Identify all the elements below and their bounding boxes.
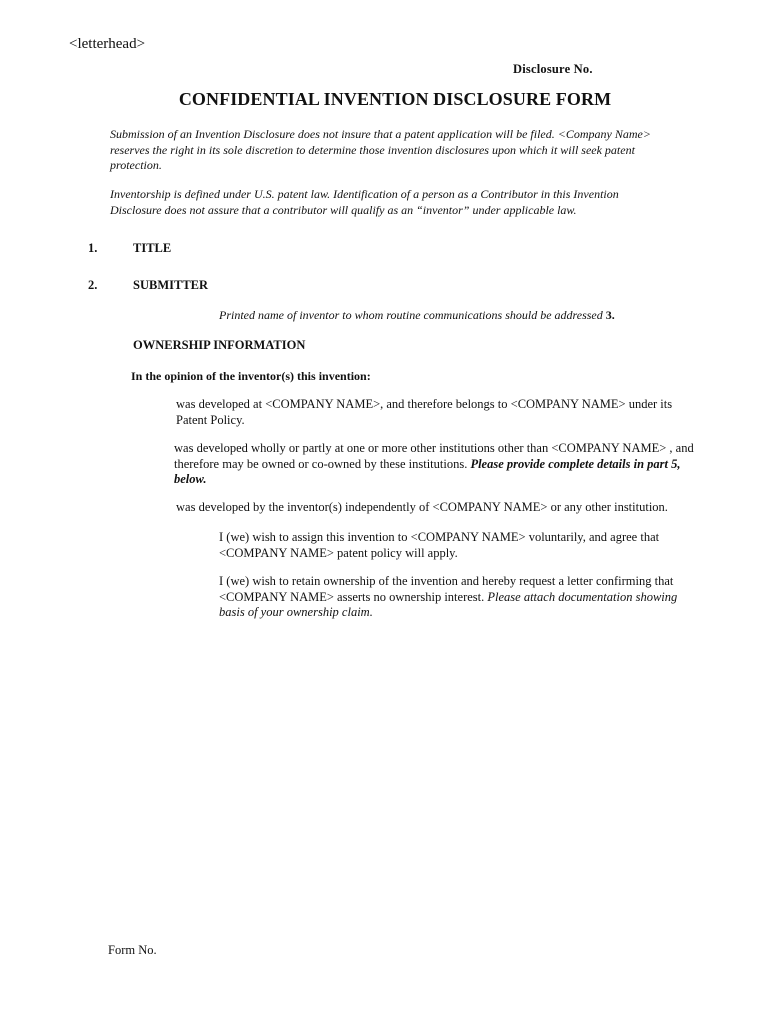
suboption-retain-emphasis: Please attach documentation showing basis of your ownership claim. (219, 589, 678, 619)
ownership-option-other-institutions[interactable] (174, 441, 694, 488)
ownership-option-company[interactable]: was developed at <COMPANY NAME>, and therefore belongs to <COMPANY NAME> under its Patent Policy. (176, 397, 673, 427)
section-3-number: 3. (605, 308, 615, 322)
page-title: CONFIDENTIAL INVENTION DISCLOSURE FORM (178, 89, 612, 109)
intro-paragraph-filing: Submission of an Invention Disclosure does not insure that a patent application will be filed. <Company Name> reserves the right in its sole discretion to determine those invention disclosures upon which it will seek patent protection. (110, 127, 651, 172)
suboption-assign[interactable]: I (we) wish to assign this invention to <COMPANY NAME> voluntarily, and agree that <COMPANY NAME> patent policy will apply. (219, 530, 660, 560)
letterhead: <letterhead> (69, 36, 146, 52)
submitter-instruction (219, 308, 615, 323)
disclosure-number-label: Disclosure No. (513, 62, 593, 76)
section-2-number: 2. (88, 278, 98, 292)
section-submitter-heading: SUBMITTER (133, 278, 209, 292)
suboption-retain[interactable] (219, 574, 689, 621)
section-ownership-heading: OWNERSHIP INFORMATION (133, 338, 306, 352)
opinion-label: In the opinion of the inventor(s) this invention: (131, 369, 371, 383)
submitter-instruction-text: Printed name of inventor to whom routine communications should be addressed (219, 308, 603, 322)
section-1-number: 1. (88, 241, 98, 255)
ownership-option-other-emphasis: Please provide complete details in part 5, below. (174, 456, 681, 486)
suboption-retain-text: I (we) wish to retain ownership of the invention and hereby request a letter confirming that <COMPANY NAME> asserts no ownership interest. (219, 574, 674, 604)
form-number-label: Form No. (108, 943, 157, 957)
ownership-option-other-text: was developed wholly or partly at one or more other institutions other than <COMPANY NAME> , and therefore may be owned or co-owned by these institutions. (174, 441, 694, 471)
ownership-option-independent[interactable]: was developed by the inventor(s) independently of <COMPANY NAME> or any other institution. (176, 500, 668, 514)
section-title-heading: TITLE (133, 241, 172, 255)
intro-paragraph-inventorship: Inventorship is defined under U.S. patent law. Identification of a person as a Contributor in this Invention Disclosure does not assure that a contributor will qualify as an “inventor” under applicable law. (110, 187, 619, 217)
